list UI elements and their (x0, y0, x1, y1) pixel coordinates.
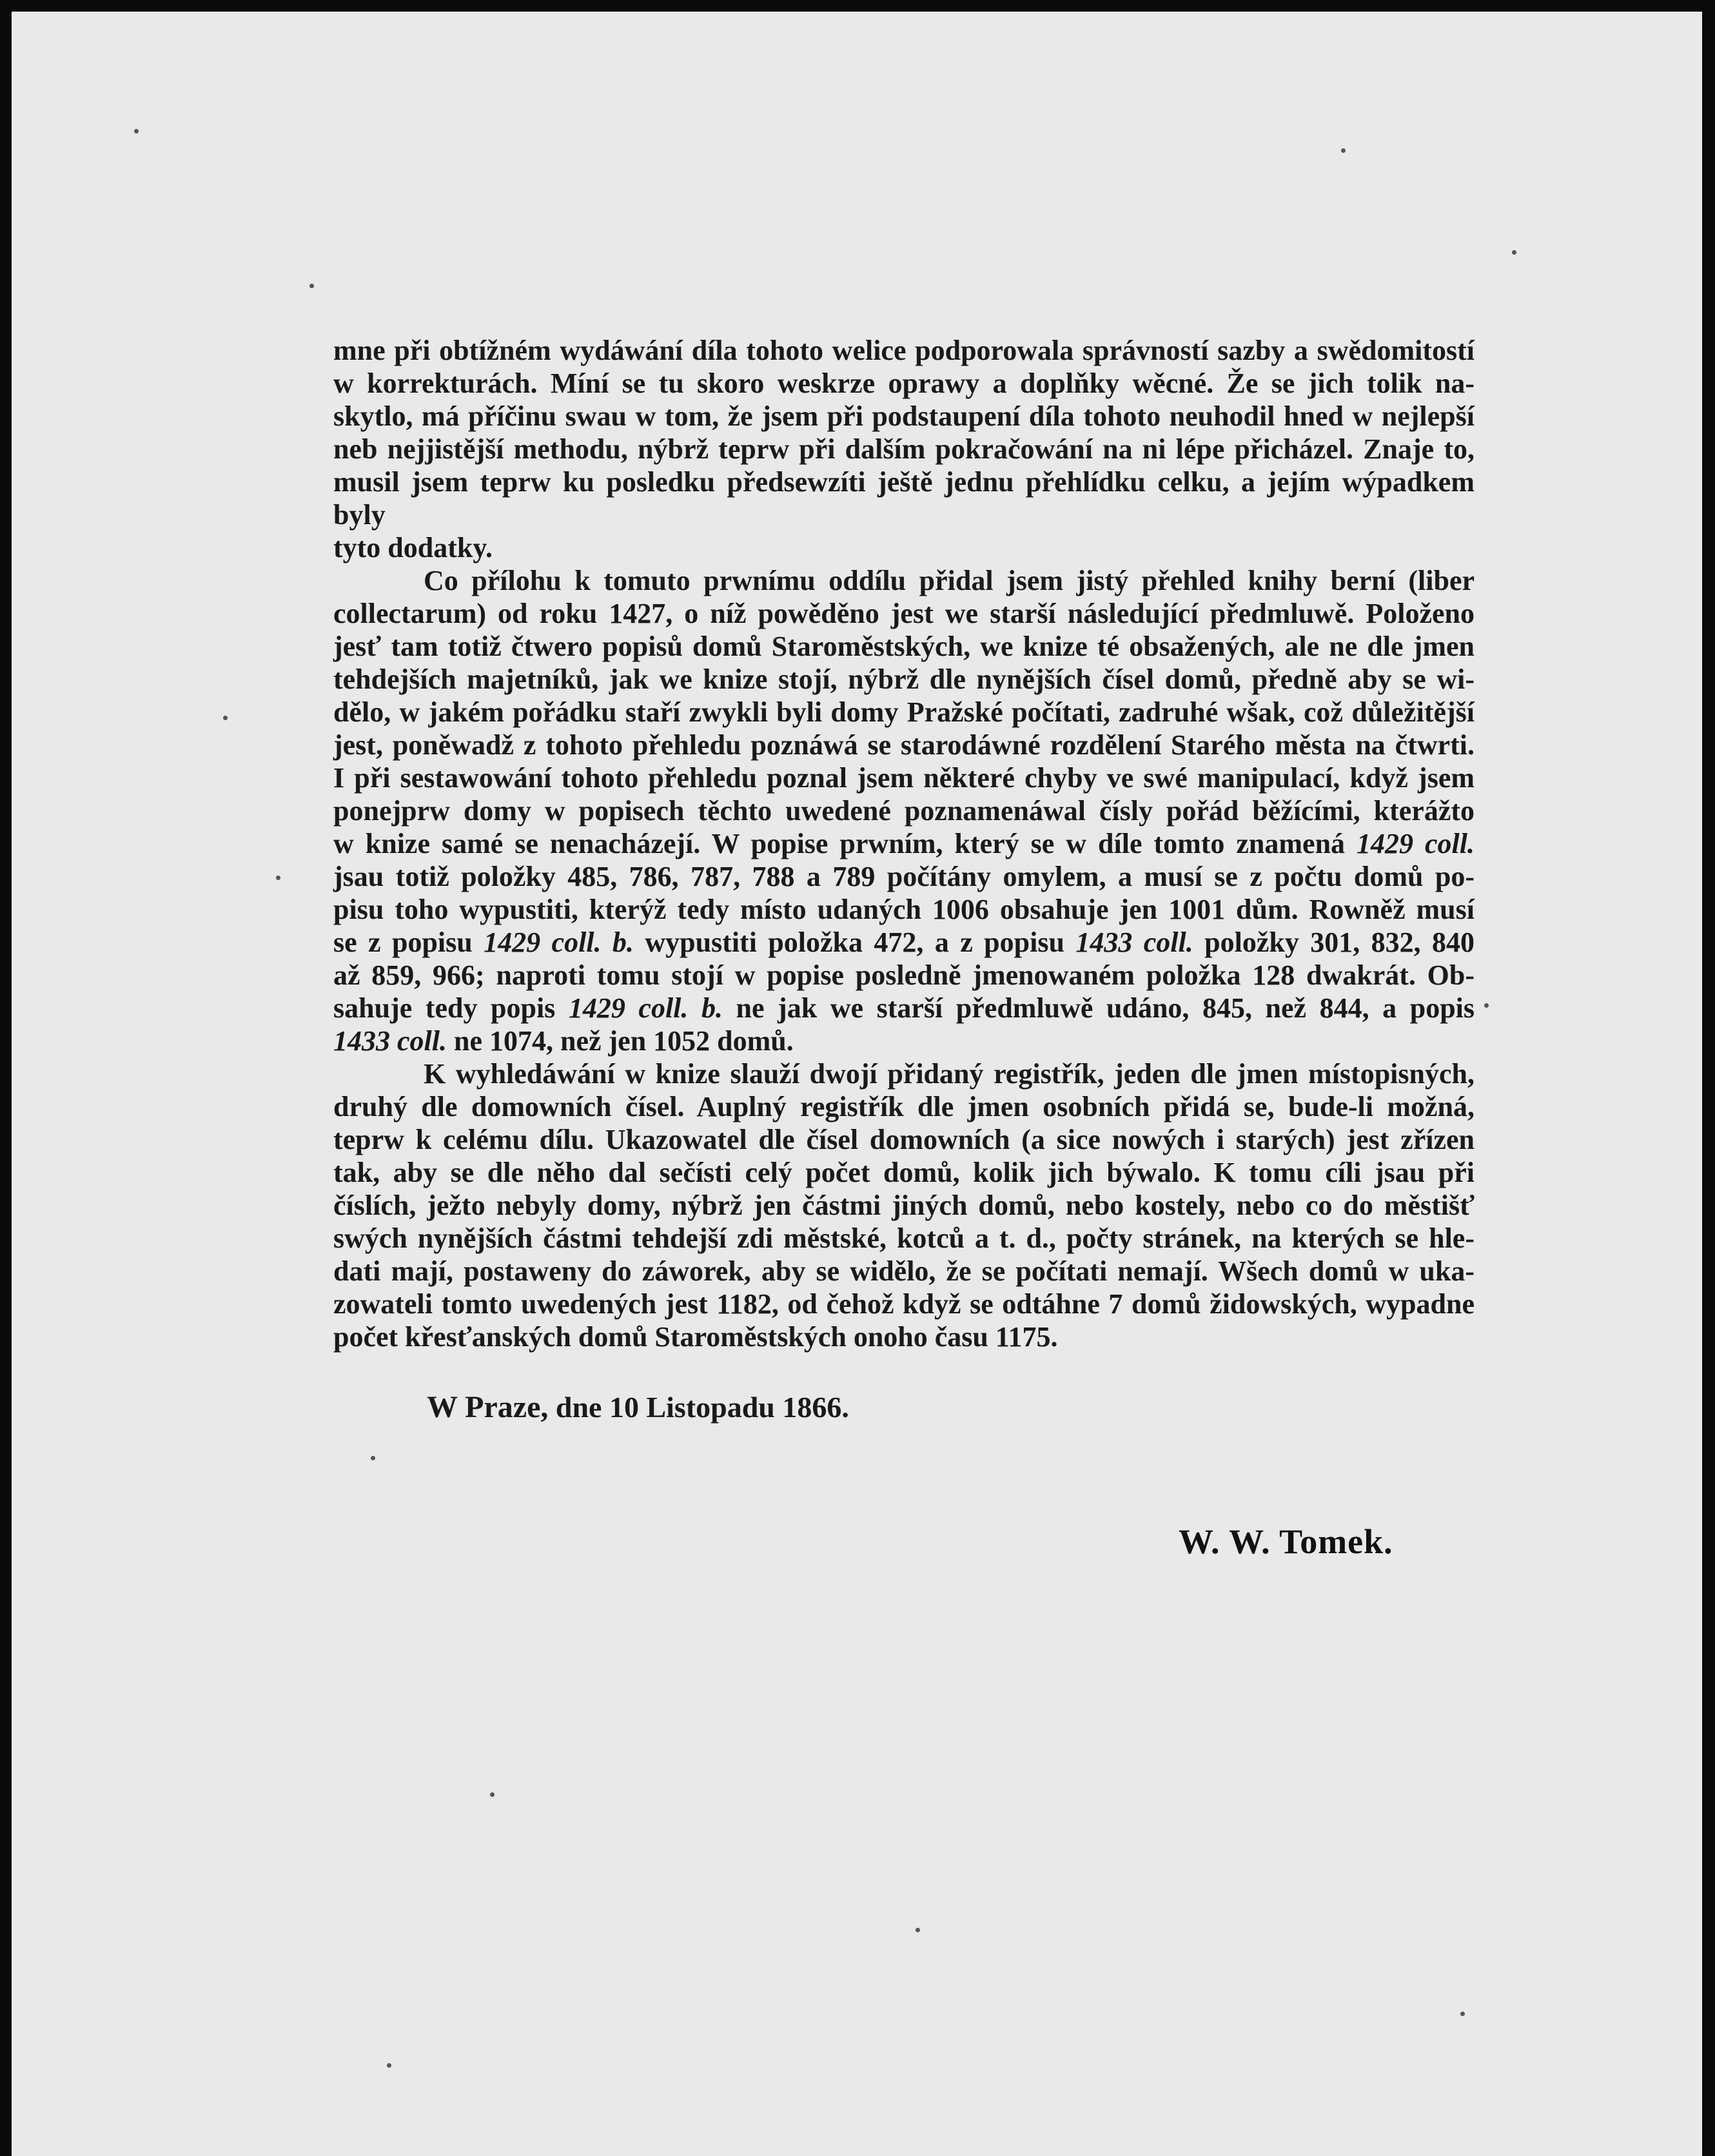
scan-speck (371, 1456, 375, 1460)
text-line: collectarum) od roku 1427, o níž powěděno jest we starší následující předmluwě. Položeno (333, 598, 1475, 629)
text-line: w korrekturách. Míní se tu skoro weskrze oprawy a doplňky wěcné. Že se jich tolik na- (333, 368, 1475, 399)
text-line: až 859, 966; naproti tomu stojí w popise posledně jmenowaném položka 128 dwakrát. Ob- (333, 959, 1475, 991)
scan-speck (134, 129, 139, 133)
scan-speck (223, 716, 228, 720)
scan-speck (1512, 250, 1516, 255)
text-line: K wyhledáwání w knize slauží dwojí přidaný registřík, jeden dle jmen místopisných, (424, 1058, 1475, 1090)
text-line: tehdejších majetníků, jak we knize stojí, nýbrž dle nynějších čísel domů, předně aby se wi- (333, 663, 1475, 695)
text-line: neb nejjistější methodu, nýbrž teprw při dalším pokračowání na ni lépe přicházel. Znaje to, (333, 433, 1475, 465)
italic-citation: 1433 coll. (1075, 926, 1193, 958)
text-line: musil jsem teprw ku posledku předsewzíti ještě jednu přehlídku celku, a jejím wýpadkem byly (333, 466, 1475, 531)
italic-citation: 1429 coll. (1357, 828, 1475, 859)
paragraph (333, 1057, 1475, 1353)
text-line: mne při obtížném wydáwání díla tohoto welice podporowala správností sazby a swědomitostí (333, 335, 1475, 366)
text-line: dati mají, postaweny do záworek, aby se widělo, že se počítati nemají. Wšech domů w uka- (333, 1255, 1475, 1287)
scan-speck (309, 284, 314, 288)
text-line: 1433 coll. ne 1074, než jen 1052 domů. (333, 1025, 794, 1057)
dateline-city: W Praze, (427, 1390, 549, 1424)
paragraph (333, 334, 1475, 564)
scan-speck (1484, 1003, 1489, 1008)
scan-speck (387, 2063, 391, 2068)
text-line: se z popisu 1429 coll. b. wypustiti položka 472, a z popisu 1433 coll. položky 301, 832, 840 (333, 926, 1475, 958)
italic-citation: 1429 coll. b. (568, 992, 723, 1024)
text-line: druhý dle domowních čísel. Auplný registřík dle jmen osobních přidá se, bude-li možná, (333, 1091, 1475, 1122)
paragraph (333, 564, 1475, 1057)
body-text (333, 334, 1475, 1353)
text-line: skytlo, má příčinu swau w tom, že jsem při podstaupení díla tohoto neuhodil hned w nejlepší (333, 400, 1475, 432)
text-line: I při sestawowání tohoto přehledu poznal jsem některé chyby ve swé manipulací, když jsem (333, 762, 1475, 794)
text-line: tyto dodatky. (333, 532, 493, 564)
text-line: dělo, w jakém pořádku staří zwykli byli domy Pražské počítati, zadruhé wšak, což důležitější (333, 696, 1475, 728)
scan-speck (1341, 148, 1346, 153)
text-line: sahuje tedy popis 1429 coll. b. ne jak we starší předmluwě udáno, 845, než 844, a popis (333, 992, 1475, 1024)
signature: W. W. Tomek. (1179, 1522, 1393, 1561)
text-line: teprw k celému dílu. Ukazowatel dle čísel domowních (a sice nowých i starých) jest zřízen (333, 1124, 1475, 1155)
scan-speck (916, 1928, 920, 1932)
scan-speck (1460, 2012, 1465, 2016)
text-line: w knize samé se nenacházejí. W popise prwním, který se w díle tomto znamená 1429 coll. (333, 828, 1475, 859)
scan-speck (276, 876, 280, 880)
dateline-date: dne 10 Listopadu 1866. (555, 1391, 849, 1424)
text-line: zowateli tomto uwedených jest 1182, od čehož když se odtáhne 7 domů židowských, wypadne (333, 1288, 1475, 1320)
text-line: číslích, ježto nebyly domy, nýbrž jen částmi jiných domů, nebo kostely, nebo co do městišť (333, 1190, 1475, 1221)
italic-citation: 1429 coll. b. (484, 926, 634, 958)
dateline (427, 1389, 849, 1425)
scan-speck (490, 1792, 495, 1797)
italic-citation: 1433 coll. (333, 1025, 447, 1057)
text-line: ponejprw domy w popisech těchto uwedené poznamenáwal čísly pořád běžícími, kterážto (333, 795, 1475, 827)
text-line: jsau totiž položky 485, 786, 787, 788 a 789 počítány omylem, a musí se z počtu domů po- (333, 861, 1475, 892)
text-line: jesť tam totiž čtwero popisů domů Staroměstských, we knize té obsažených, ale ne dle jmen (333, 631, 1475, 662)
text-line: swých nynějších částmi tehdejší zdi městské, kotců a t. d., počty stránek, na kterých se hle- (333, 1222, 1475, 1254)
text-line: pisu toho wypustiti, kterýž tedy místo udaných 1006 obsahuje jen 1001 dům. Rowněž musí (333, 894, 1475, 925)
text-line: tak, aby se dle něho dal sečísti celý počet domů, kolik jich býwalo. K tomu cíli jsau při (333, 1157, 1475, 1188)
text-line: počet křesťanských domů Staroměstských onoho času 1175. (333, 1321, 1058, 1353)
text-line: Co přílohu k tomuto prwnímu oddílu přidal jsem jistý přehled knihy berní (liber (424, 565, 1475, 596)
text-line: jest, poněwadž z tohoto přehledu poznáwá se starodáwné rozdělení Starého města na čtwrti. (333, 729, 1475, 761)
